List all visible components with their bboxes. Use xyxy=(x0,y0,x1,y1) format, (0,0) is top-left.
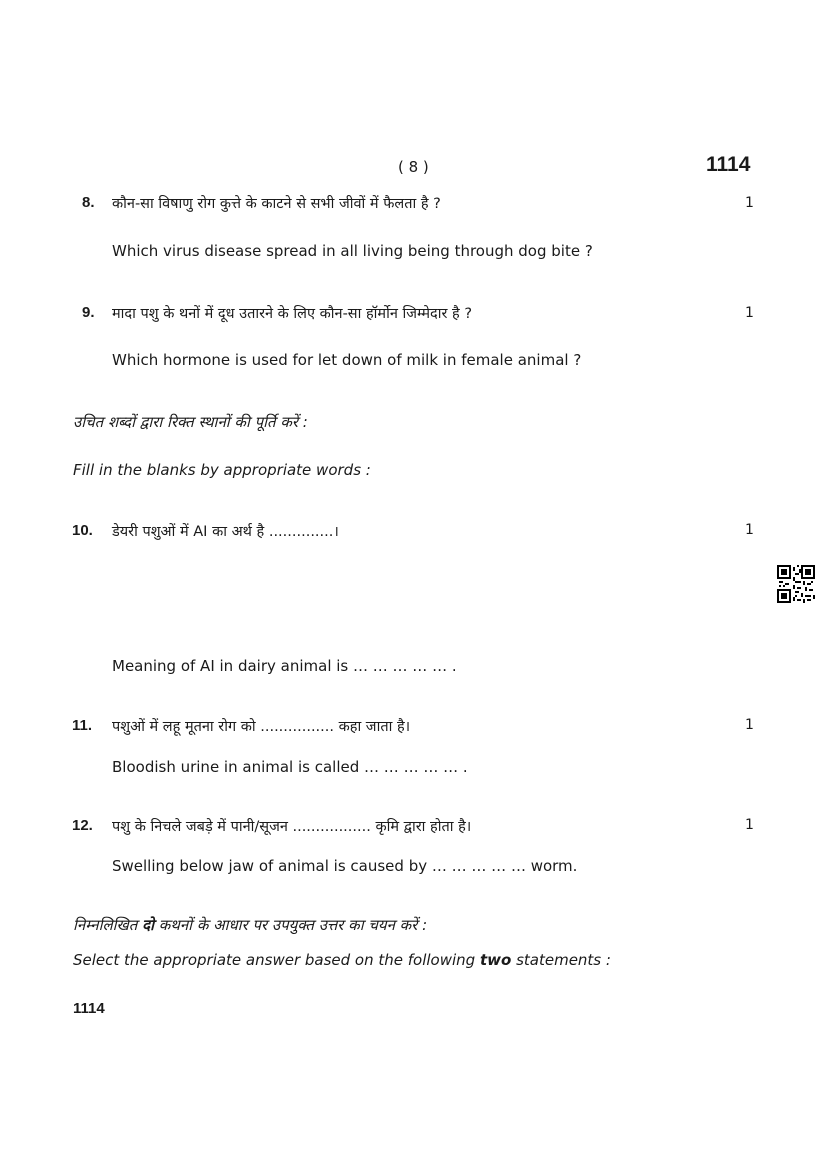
question-text-english: Which hormone is used for let down of milk in female animal ? xyxy=(112,351,582,369)
section-heading-hindi: निम्नलिखित दो कथनों के आधार पर उपयुक्त उत्तर का चयन करें : xyxy=(73,916,428,934)
question-text-english: Bloodish urine in animal is called … … … … … . xyxy=(112,758,468,776)
qr-code xyxy=(777,565,815,607)
question-text-hindi: पशु के निचले जबड़े में पानी/सूजन ................. कृमि द्वारा होता है। xyxy=(112,819,472,835)
question-text-english: Meaning of AI in dairy animal is … … … … … . xyxy=(112,657,457,675)
question-number: 9. xyxy=(82,304,95,321)
question-marks: 1 xyxy=(745,305,754,321)
question-text-hindi: कौन-सा विषाणु रोग कुत्ते के काटने से सभी जीवों में फैलता है ? xyxy=(112,196,441,212)
question-number: 11. xyxy=(72,717,93,734)
question-number: 10. xyxy=(72,522,93,539)
page-number: ( 8 ) xyxy=(398,158,429,176)
section-heading-english: Select the appropriate answer based on the following two statements : xyxy=(73,951,611,969)
question-text-hindi: पशुओं में लहू मूतना रोग को ................ कहा जाता है। xyxy=(112,719,411,735)
paper-code-top: 1114 xyxy=(706,153,751,176)
section-heading-hindi: उचित शब्दों द्वारा रिक्त स्थानों की पूर्ति करें : xyxy=(73,413,308,431)
question-marks: 1 xyxy=(745,195,754,211)
question-marks: 1 xyxy=(745,522,754,538)
question-text-english: Which virus disease spread in all living being through dog bite ? xyxy=(112,242,593,260)
question-marks: 1 xyxy=(745,817,754,833)
question-text-hindi: डेयरी पशुओं में AI का अर्थ है ..............। xyxy=(112,524,339,540)
paper-code-bottom: 1114 xyxy=(73,1000,105,1017)
question-marks: 1 xyxy=(745,717,754,733)
question-number: 12. xyxy=(72,817,93,834)
question-number: 8. xyxy=(82,194,95,211)
section-heading-english: Fill in the blanks by appropriate words : xyxy=(73,461,371,479)
question-text-english: Swelling below jaw of animal is caused by … … … … … worm. xyxy=(112,857,578,875)
question-text-hindi: मादा पशु के थनों में दूध उतारने के लिए कौन-सा हॉर्मोन जिम्मेदार है ? xyxy=(112,306,473,322)
